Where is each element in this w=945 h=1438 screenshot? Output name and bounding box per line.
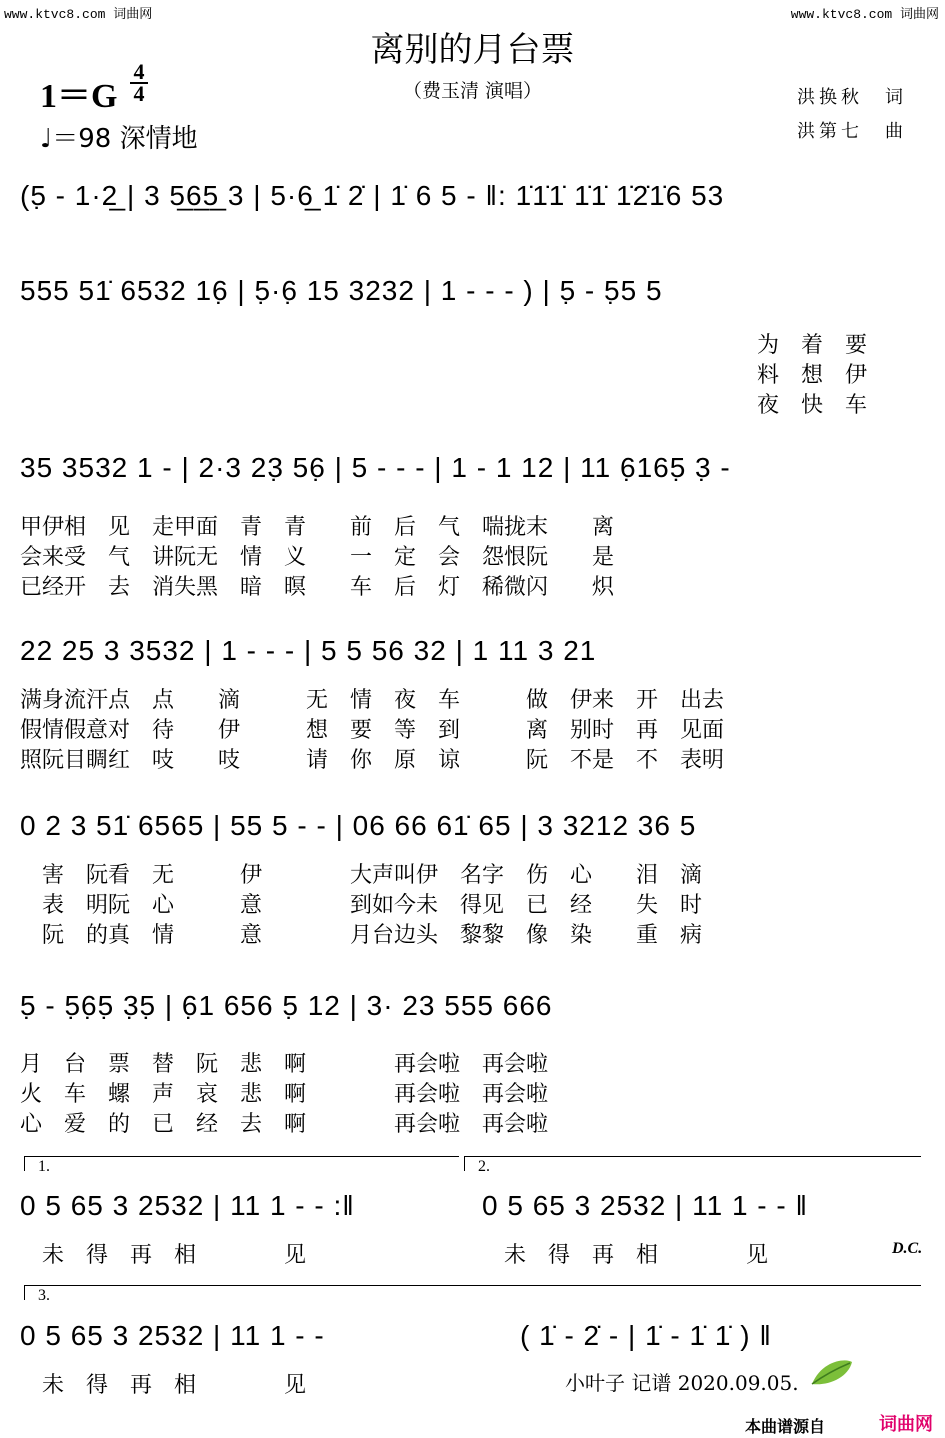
score-line-3: 35 3532 1 - | 2·3 23̣ 56̣ | 5 - - - | 1 - 1 12 | 11 6̣165̣ 3̣ - <box>20 452 731 483</box>
score-line-8-ending-3: 0 5 65 3 2532 | 11 1 - - <box>20 1320 325 1351</box>
lyric-line-5-verse-3: 阮 的真 情 意 月台边头 黎黎 像 染 重 病 <box>20 923 703 948</box>
score-line-7-ending-1: 0 5 65 3 2532 | 11 1 - - :‖ <box>20 1190 355 1221</box>
score-line-4: 22 25 3 3532 | 1 - - - | 5 5 56 32 | 1 11 3 21 <box>20 635 597 666</box>
lyric-line-8: 未 得 再 相 见 <box>20 1373 307 1398</box>
ending-3-bracket <box>24 1285 921 1300</box>
source-link[interactable]: 词曲网 <box>879 1414 933 1435</box>
lyric-line-6-verse-3: 心 爱 的 已 经 去 啊 再会啦 再会啦 <box>20 1112 549 1137</box>
lyric-line-2-verse-1: 为 着 要 <box>757 333 868 358</box>
performer: （费玉清 演唱） <box>402 80 543 102</box>
lyric-line-7-ending-1: 未 得 再 相 见 <box>20 1243 307 1268</box>
score-line-5: 0 2 3 51̇ 6565 | 55 5 - - | 06 66 61̇ 65 | 3 3212 36 5 <box>20 810 697 841</box>
site-url-right[interactable]: www.ktvc8.com 词曲网 <box>790 7 939 22</box>
ending-3-label: 3. <box>38 1287 50 1304</box>
lyric-line-3-verse-3: 已经开 去 消失黑 暗 暝 车 后 灯 稀微闪 炽 <box>20 575 615 600</box>
lyric-line-2-verse-3: 夜 快 车 <box>757 393 868 418</box>
lyric-line-7-ending-2: 未 得 再 相 见 <box>482 1243 769 1268</box>
score-line-6: 5̣ - 5̣6̣5̣ 3̣5̣ | 6̣1 656 5̣ 12 | 3· 23 555 666 <box>20 990 553 1021</box>
lyric-line-5-verse-1: 害 阮看 无 伊 大声叫伊 名字 伤 心 泪 滴 <box>20 863 703 888</box>
time-signature <box>130 59 148 106</box>
composer-credit: 洪第七 曲 <box>797 121 907 142</box>
time-signature-top: 4 <box>133 59 145 84</box>
lyric-line-6-verse-1: 月 台 票 替 阮 悲 啊 再会啦 再会啦 <box>20 1052 549 1077</box>
time-signature-bottom: 4 <box>133 81 145 106</box>
lyric-line-3-verse-1: 甲伊相 见 走甲面 青 青 前 后 气 喘拢末 离 <box>20 515 615 540</box>
site-url-left[interactable]: www.ktvc8.com 词曲网 <box>4 7 153 22</box>
ending-2-bracket <box>464 1156 921 1171</box>
lyricist-credit: 洪换秋 词 <box>797 87 907 108</box>
transcriber-signature: 小叶子 记谱 2020.09.05. <box>565 1371 799 1395</box>
song-title: 离别的月台票 <box>370 30 575 70</box>
score-line-7-ending-2: 0 5 65 3 2532 | 11 1 - - ‖ <box>482 1190 809 1221</box>
leaf-icon <box>808 1356 856 1392</box>
source-label: 本曲谱源自 <box>744 1417 825 1436</box>
lyric-line-5-verse-2: 表 明阮 心 意 到如今未 得见 已 经 失 时 <box>20 893 703 918</box>
lyric-line-4-verse-2: 假情假意对 待 伊 想 要 等 到 离 别时 再 见面 <box>20 718 725 743</box>
tempo-marking: ♩＝98 深情地 <box>40 124 198 154</box>
lyric-line-4-verse-3: 照阮目睭红 吱 吱 请 你 原 谅 阮 不是 不 表明 <box>20 748 725 773</box>
score-line-2: 555 51̇ 6532 16̣ | 5̣·6̣ 15 3232 | 1 - - - ) | 5̣ - 5̣5 5 <box>20 275 663 306</box>
lyric-line-4-verse-1: 满身流汗点 点 滴 无 情 夜 车 做 伊来 开 出去 <box>20 688 725 713</box>
ending-2-label: 2. <box>478 1158 490 1175</box>
score-line-1: (5̣ - 1·2̲ | 3 5̲6̲5̲ 3 | 5·6̲ 1̇ 2̇ | 1̇ 6 5 - ‖: 1̇1̇1̇ 1̇1̇ 1̇2̇1̇6 53 <box>20 180 725 211</box>
lyric-line-3-verse-2: 会来受 气 讲阮无 情 义 一 定 会 怨恨阮 是 <box>20 545 615 570</box>
ending-1-label: 1. <box>38 1158 50 1175</box>
ending-1-bracket <box>24 1156 459 1171</box>
lyric-line-2-verse-2: 料 想 伊 <box>757 363 868 388</box>
score-line-8-coda: ( 1̇ - 2̇ - | 1̇ - 1̇ 1̇ ) ‖ <box>520 1320 772 1351</box>
key-signature: 1＝G <box>40 78 118 115</box>
lyric-line-6-verse-2: 火 车 螺 声 哀 悲 啊 再会啦 再会啦 <box>20 1082 549 1107</box>
da-capo-marking: D.C. <box>892 1240 923 1257</box>
